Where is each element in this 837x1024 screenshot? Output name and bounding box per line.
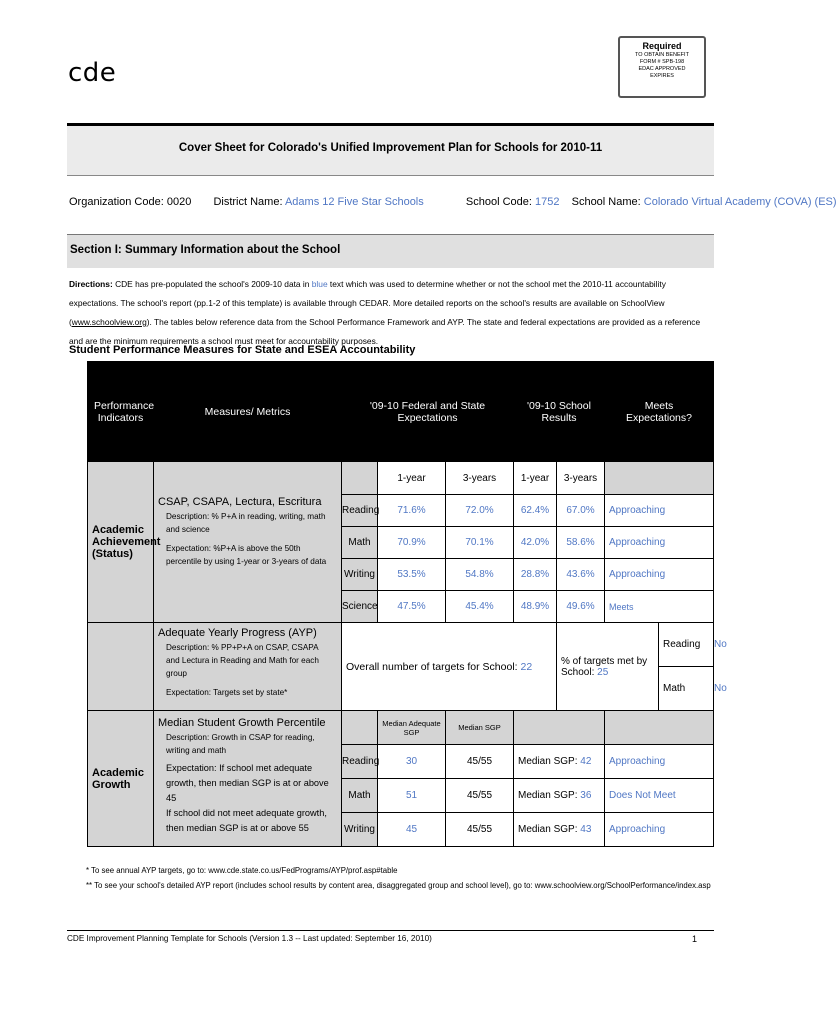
value-cell: 62.4% [514,495,557,527]
school-code-label: School Code: [465,196,532,208]
header-meets: Meets Expectations? [605,362,714,462]
directions-label: Directions: [69,279,113,289]
header-indicators: Performance Indicators [88,362,154,462]
section-1-title: Section I: Summary Information about the School [70,244,341,256]
col-adequate-sgp: Median Adequate SGP [378,711,446,745]
section-1-header [67,234,714,268]
value-cell: 45/55 [446,813,514,847]
subject-cell: Writing [342,559,378,591]
footnote-ayp-targets: * To see annual AYP targets, go to: www.cde.state.co.us/FedPrograms/AYP/prof.asp#table [86,866,398,875]
sgp-value: 42 [580,756,592,767]
stamp-title: Required [642,41,682,51]
sgp-cell [514,745,605,779]
performance-table: Performance Indicators Measures/ Metrics '09-10 Federal and State Expectations '09-10 School Results Meets Expectations? Academic Achievement (Status) CSAP, CSAPA, Lectura, Escritura Description: % P+A in reading, writing, math and science Expectation: %P+A is above the 50th percentile by using 1-year or 3-years of data 1-year 3-years 1-year 3-years Reading 71.6% 72.0% 62.4% 67.0% Approaching Math 70.9% 70.1% 42.0% 58.6% Approaching Writing 53.5% 54.8% 28.8% 43.6% Approaching Science 47.5% 45.4% 48.9% 49.6% Meets Adequate Yearly Progress (AYP) Description: % PP+P+A on CSAP, CSAPA and Lectura in Reading and Math for each group Expectation: Targets set by state* Overall number of targets for School: 22 % of targets met by School: 25 Reading No Math No Academic Growth Median Student Growth Percentile Description: Growth in CSAP for reading, writing and math Expectation: If school met adequate growth, then median SGP is at or above 45 If school did not meet adequate growth, then median SGP is at or above 55 Median Adequate SGP Median SGP Reading 30 45/55 Median SGP: 42 Approaching Math 51 45/55 Median SGP: 36 Does Not Meet Writing 45 45/55 Median SGP: 43 Approaching [87,361,714,847]
meets-cell: Approaching [605,495,714,527]
value-cell: 51 [378,779,446,813]
stamp-line: FORM # SPB-198 [639,59,685,65]
growth-measure-title: Median Student Growth Percentile [158,717,326,729]
meets-cell: Approaching [605,813,714,847]
header-results: '09-10 School Results [514,362,605,462]
subject-cell: Reading [342,745,378,779]
sub-header-res-3yr: 3-years [557,462,605,495]
growth-measure [154,711,342,847]
value-cell: 48.9% [514,591,557,623]
directions-blue-word: blue [311,279,328,289]
schoolview-link[interactable]: www.schoolview.org [71,317,147,327]
value-cell: 72.0% [446,495,514,527]
value-cell: 70.9% [378,527,446,559]
subject-cell: Math [342,779,378,813]
achievement-measure-title: CSAP, CSAPA, Lectura, Escritura [158,496,322,508]
sgp-cell [514,813,605,847]
meets-cell: Does Not Meet [605,779,714,813]
sgp-value: 43 [580,824,592,835]
sgp-value: 36 [580,790,592,801]
achievement-description: Description: % P+A in reading, writing, math and science [166,512,326,534]
ayp-description: Description: % PP+P+A on CSAP, CSAPA and Lectura in Reading and Math for each group [166,643,319,678]
directions-text [69,275,714,351]
value-cell: 54.8% [446,559,514,591]
ayp-reading-label: Reading [659,623,714,667]
ayp-title: Adequate Yearly Progress (AYP) [158,627,317,639]
ayp-measure [154,623,342,711]
value-cell: 70.1% [446,527,514,559]
growth-description: Description: Growth in CSAP for reading, writing and math [166,733,315,755]
required-stamp [618,36,706,98]
value-cell: 28.8% [514,559,557,591]
subject-cell: Math [342,527,378,559]
col-median-sgp: Median SGP [446,711,514,745]
sub-header-exp-3yr: 3-years [446,462,514,495]
org-code-label: Organization Code: [69,196,164,208]
meets-cell: Meets [605,591,714,623]
footer-text: CDE Improvement Planning Template for Schools (Version 1.3 -- Last updated: September 16, 2010) [67,934,432,943]
value-cell: 71.6% [378,495,446,527]
pct-targets-label: % of targets met by School: [561,655,648,678]
ayp-overall-targets [342,623,557,711]
indicator-achievement: Academic Achievement (Status) [88,462,154,623]
value-cell: 45.4% [446,591,514,623]
value-cell: 47.5% [378,591,446,623]
district-name: Adams 12 Five Star Schools [284,196,424,208]
header-expectations: '09-10 Federal and State Expectations [342,362,514,462]
sgp-cell [514,779,605,813]
subject-cell: Reading [342,495,378,527]
overall-targets-value: 22 [520,660,533,673]
growth-expectation-b: If school did not meet adequate growth, then median SGP is at or above 55 [166,808,327,833]
value-cell: 58.6% [557,527,605,559]
school-name: Colorado Virtual Academy (COVA) (ES) [643,196,837,208]
subject-cell: Writing [342,813,378,847]
achievement-expectation: Expectation: %P+A is above the 50th percentile by using 1-year or 3-years of data [166,544,327,566]
school-code: 1752 [535,196,560,208]
org-code: 0020 [166,196,192,208]
overall-targets-label: Overall number of targets for School: [346,660,518,673]
value-cell: 45 [378,813,446,847]
value-cell: 42.0% [514,527,557,559]
footnote-ayp-report: ** To see your school's detailed AYP report (includes school results by content area, disaggregated group and school level), go to: www.schoolview.org/SchoolPerformance/index.asp [86,881,711,890]
header-measures: Measures/ Metrics [154,362,342,462]
value-cell: 30 [378,745,446,779]
stamp-line: EDAC APPROVED [638,66,686,72]
ayp-math-label: Math [659,667,714,711]
district-label: District Name: [213,196,283,208]
sgp-label: Median SGP: [518,756,578,767]
sgp-label: Median SGP: [518,824,578,835]
sub-header-exp-1yr: 1-year [378,462,446,495]
stamp-line: TO OBTAIN BENEFIT [635,52,689,58]
growth-expectation-a: Expectation: If school met adequate growth, then median SGP is at or above 45 [166,763,329,803]
ayp-pct-targets [557,623,659,711]
page-title: Cover Sheet for Colorado's Unified Improvement Plan for Schools for 2010-11 [178,142,603,154]
meets-cell: Approaching [605,527,714,559]
directions-part-1: CDE has pre-populated the school's 2009-10 data in [112,279,312,289]
directions-part-2: text which was used to determine whether or not the school met the 2010-11 accountability expectations. The school's report (pp.1-2 of this template) is available through CEDAR. More detailed reports on the school's results are available on SchoolView ( [69,279,666,327]
value-cell: 67.0% [557,495,605,527]
achievement-measure [154,462,342,623]
cde-logo: cde [68,58,117,88]
school-name-label: School Name: [571,196,641,208]
value-cell: 49.6% [557,591,605,623]
value-cell: 53.5% [378,559,446,591]
indicator-growth: Academic Growth [88,711,154,847]
page-number: 1 [691,934,697,944]
meets-cell: Approaching [605,559,714,591]
directions-part-3: ). The tables below reference data from the School Performance Framework and AYP. The state and federal expectations are provided as a reference and are the minimum requirements a school must meet for accountability purposes. [69,317,701,346]
pct-targets-value: 25 [597,666,609,678]
organization-line [69,196,837,208]
ayp-expectation: Expectation: Targets set by state* [166,688,288,697]
page-footer [67,930,714,943]
stamp-line: EXPIRES [650,73,674,79]
meets-cell: Approaching [605,745,714,779]
value-cell: 45/55 [446,745,514,779]
subject-cell: Science [342,591,378,623]
value-cell: 45/55 [446,779,514,813]
spm-title: Student Performance Measures for State and ESEA Accountability [69,344,416,356]
sgp-label: Median SGP: [518,790,578,801]
value-cell: 43.6% [557,559,605,591]
sub-header-res-1yr: 1-year [514,462,557,495]
